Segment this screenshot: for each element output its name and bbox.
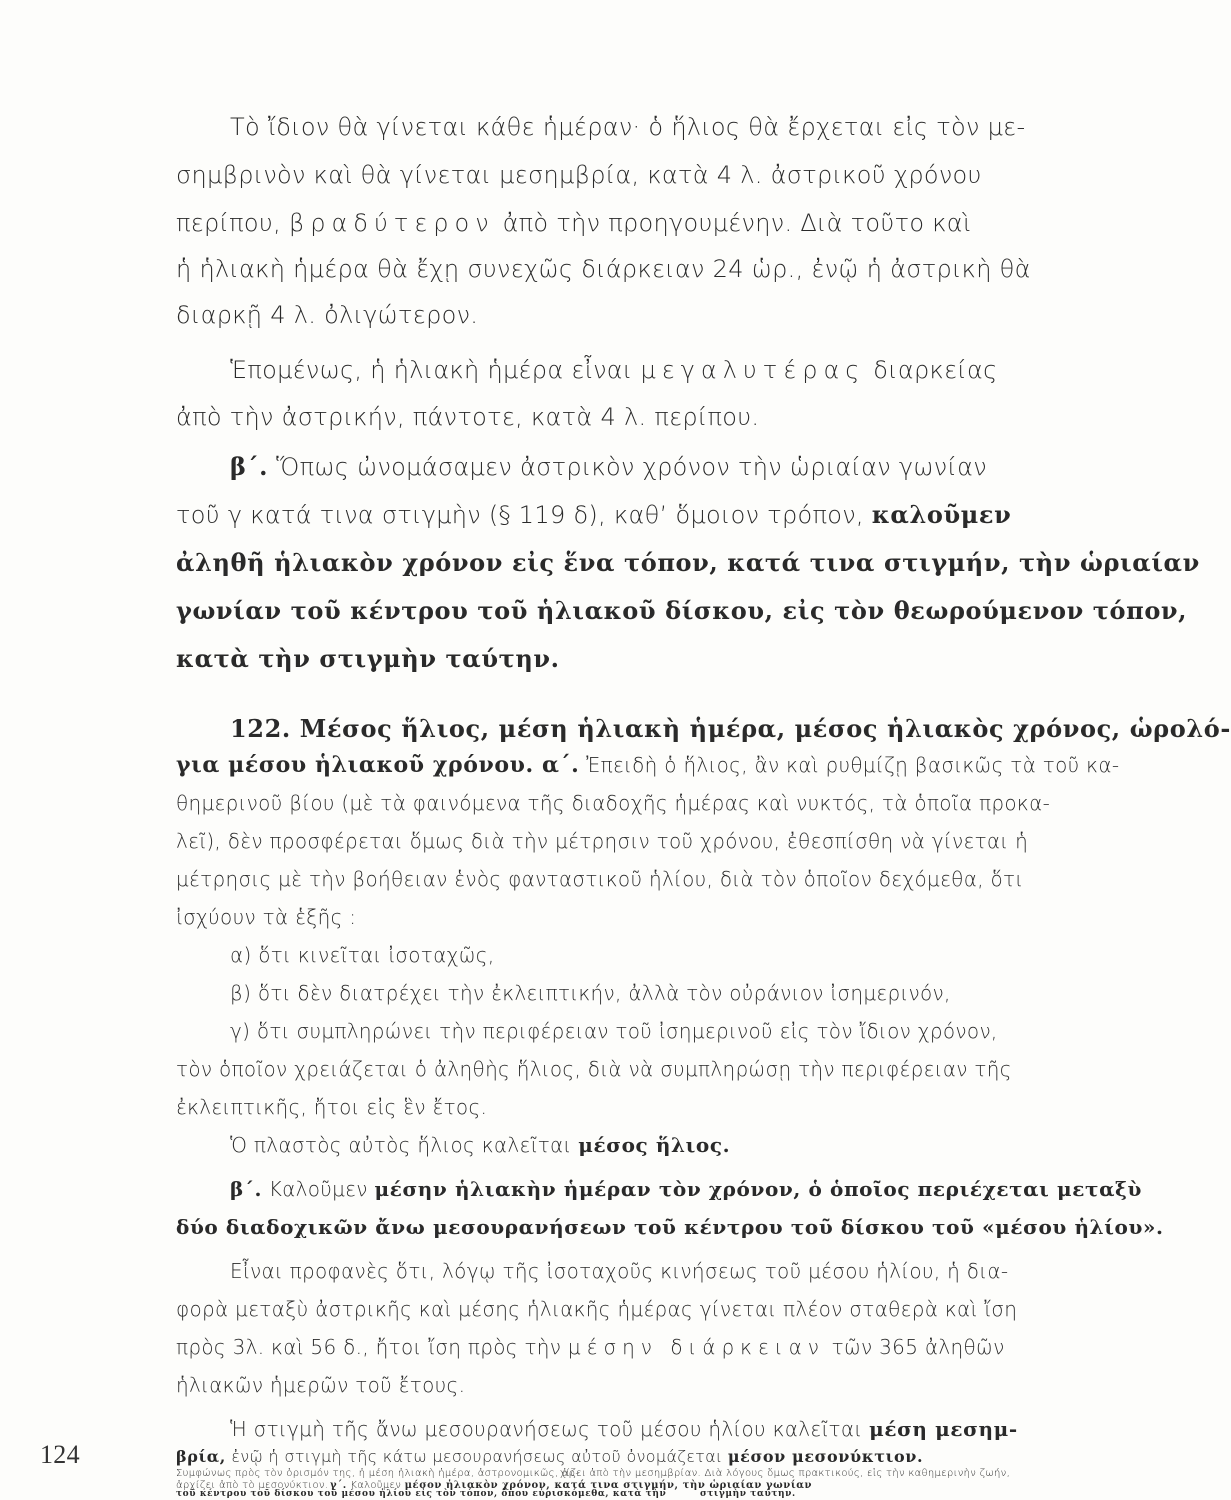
page-number: 124 [40,1440,80,1469]
bold-term: μέσος ἥλιος. [578,1133,731,1157]
text-line: ἐκλειπτικῆς, ἤτοι εἰς ἓν ἔτος. [176,1095,488,1119]
text-fragment: ἀπὸ τὴν προηγουμένην. Διὰ τοῦτο καὶ [502,209,972,237]
text-line: Εἶναι προφανὲς ὅτι, λόγῳ τῆς ἰσοταχοῦς κινήσεως τοῦ μέσου ἡλίου, ἡ δια- [230,1259,1009,1283]
text-line [230,452,987,482]
definition-line: στιγμὴν ταύτην. [700,1489,796,1499]
bold-term: μέσον ἡλιακὸν χρόνον, κατά τινα στιγμήν, τὴν ὡριαίαν γωνίαν [404,1480,813,1491]
text-line [176,752,1119,778]
text-fragment: Ὁ πλαστὸς αὐτὸς ἥλιος καλεῖται [230,1133,572,1157]
text-fragment: Ἐπειδὴ ὁ ἥλιος, ἂν καὶ ρυθμίζῃ βασικῶς τὰ τοῦ κα- [586,753,1120,777]
definition-line: κατὰ τὴν στιγμὴν ταύτην. [176,644,560,673]
text-line: ἰσχύουν τὰ ἑξῆς : [176,905,357,929]
definition-line: δύο διαδοχικῶν ἄνω μεσουρανήσεων τοῦ κέντρου τοῦ δίσκου τοῦ «μέσου ἡλίου». [176,1215,1164,1239]
text-fragment: Ἑπομένως, ἡ ἡλιακὴ ἡμέρα εἶναι [230,356,633,384]
text-line: ἡ ἡλιακὴ ἡμέρα θὰ ἔχῃ συνεχῶς διάρκειαν 24 ὡρ., ἐνῷ ἡ ἀστρικὴ θὰ [176,255,1031,283]
spaced-emphasis: μέσην διάρκειαν [567,1335,825,1359]
text-line [230,1176,1142,1202]
text-line [230,1416,1018,1442]
spaced-emphasis: βραδύτερον [288,209,495,237]
text-line: ἀρχίζει ἀπὸ τὸ μεσονύκτιον. [176,1480,329,1491]
definition-line: τοῦ κέντρου τοῦ δίσκου τοῦ μέσου ἡλίου εἰς τὸν τόπον, ὅπου εὑρισκόμεθα, κατὰ τὴν [176,1489,667,1499]
list-item: γ) ὅτι συμπληρώνει τὴν περιφέρειαν τοῦ ἰσημερινοῦ εἰς τὸν ἴδιον χρόνον, [230,1019,998,1043]
text-line [176,208,971,238]
bold-term: μέσον μεσονύκτιον. [727,1447,924,1466]
text-line [230,1132,730,1158]
text-fragment: διαρκείας [873,356,998,384]
text-fragment: τοῦ γ κατά τινα στιγμὴν (§ 119 δ), καθ’ ὅμοιον τρόπον, [176,501,864,529]
list-item: α) ὅτι κινεῖται ἰσοταχῶς, [230,943,495,967]
text-fragment: ἐνῷ ἡ στιγμὴ τῆς κάτω μεσουρανήσεως αὐτοῦ ὀνομάζεται [231,1447,723,1466]
text-fragment: τῶν 365 ἀληθῶν [831,1335,1005,1359]
text-line: Συμφώνως πρὸς τὸν ὁρισμόν της, ἡ μέση ἡλιακὴ ἡμέρα, ἀστρονομικῶς, ἀρ- [176,1468,580,1479]
text-line [230,355,997,385]
text-line: φορὰ μεταξὺ ἀστρικῆς καὶ μέσης ἡλιακῆς ἡμέρας γίνεται πλέον σταθερὰ καὶ ἴση [176,1297,1018,1321]
text-line: μέτρησις μὲ τὴν βοήθειαν ἑνὸς φανταστικοῦ ἡλίου, διὰ τὸν ὁποῖον δεχόμεθα, ὅτι [176,867,1024,891]
text-fragment: πρὸς 3λ. καὶ 56 δ., ἤτοι ἴση πρὸς τὴν [176,1335,562,1359]
bold-term: μέση μεσημ- [869,1417,1018,1441]
text-fragment: Ἡ στιγμὴ τῆς ἄνω μεσουρανήσεως τοῦ μέσου ἡλίου καλεῖται [230,1417,863,1441]
text-line: διαρκῇ 4 λ. ὀλιγώτερον. [176,301,479,329]
text-line [176,1334,1005,1360]
bold-term: βρία, [176,1447,226,1466]
text-line: λεῖ), δὲν προσφέρεται ὅμως διὰ τὴν μέτρησιν τοῦ χρόνου, ἐθεσπίσθη νὰ γίνεται ἡ [176,829,1029,853]
text-line [176,500,1011,530]
text-line: θημερινοῦ βίου (μὲ τὰ φαινόμενα τῆς διαδοχῆς ἡμέρας καὶ νυκτός, τὰ ὁποῖα προκα- [176,791,1051,815]
spaced-emphasis: μεγαλυτέρας [640,356,866,384]
text-line: Τὸ ἴδιον θὰ γίνεται κάθε ἡμέραν· ὁ ἥλιος θὰ ἔρχεται εἰς τὸν με- [230,113,1026,141]
bold-term: καλοῦμεν [871,500,1012,529]
text-line: σημβρινὸν καὶ θὰ γίνεται μεσημβρία, κατὰ 4 λ. ἀστρικοῦ χρόνου [176,161,982,189]
item-label: β΄. [230,452,269,481]
definition-line: ἀληθῆ ἡλιακὸν χρόνον εἰς ἕνα τόπον, κατά τινα στιγμήν, τὴν ὡριαίαν [176,548,1200,577]
item-label: β΄. [230,1177,263,1201]
section-heading-cont: για μέσου ἡλιακοῦ χρόνου. α΄. [176,752,580,778]
text-fragment: Ὅπως ὠνομάσαμεν ἀστρικὸν χρόνον τὴν ὡριαίαν γωνίαν [276,453,987,481]
text-line [176,1448,923,1466]
text-line: ἡλιακῶν ἡμερῶν τοῦ ἔτους. [176,1373,466,1397]
item-label: γ΄. [330,1480,347,1491]
list-item: β) ὅτι δὲν διατρέχει τὴν ἐκλειπτικήν, ἀλλὰ τὸν οὐράνιον ἰσημερινόν, [230,981,951,1005]
section-heading: 122. Μέσος ἥλιος, μέση ἡλιακὴ ἡμέρα, μέσος ἡλιακὸς χρόνος, ὡρολό- [230,714,1231,743]
definition-line: γωνίαν τοῦ κέντρου τοῦ ἡλιακοῦ δίσκου, εἰς τὸν θεωρούμενον τόπον, [176,596,1188,625]
bold-term: μέσην ἡλιακὴν ἡμέραν τὸν χρόνον, ὁ ὁποῖος περιέχεται μεταξὺ [374,1177,1142,1201]
text-line: τὸν ὁποῖον χρειάζεται ὁ ἀληθὴς ἥλιος, διὰ νὰ συμπληρώσῃ τὴν περιφέρειαν τῆς [176,1057,1012,1081]
text-fragment: Καλοῦμεν [268,1177,368,1201]
text-fragment: περίπου, [176,209,281,237]
text-fragment: Καλοῦμεν [350,1480,402,1491]
text-line: χίζει ἀπὸ τὴν μεσημβρίαν. Διὰ λόγους ὅμως πρακτικούς, εἰς τὴν καθημερινὴν ζωήν, [560,1468,1011,1479]
text-line: ἀπὸ τὴν ἀστρικήν, πάντοτε, κατὰ 4 λ. περίπου. [176,403,760,431]
